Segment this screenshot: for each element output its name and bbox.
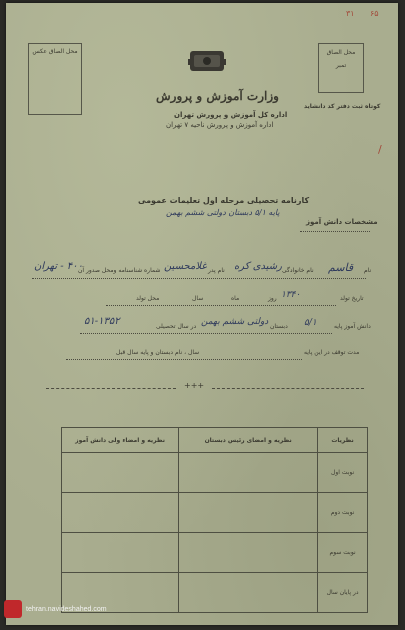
assessment-table	[61, 427, 368, 613]
margin-tick: /	[378, 143, 382, 156]
grade-value: ۵/۱	[304, 318, 317, 328]
line4-dots	[66, 358, 302, 360]
corner-number: ۳۱	[346, 9, 355, 18]
general-office: اداره کل آموزش و پرورش تهران	[174, 111, 288, 119]
principal-cell[interactable]	[179, 453, 318, 493]
line2-dots	[106, 304, 336, 306]
report-card-sheet	[6, 3, 398, 625]
name-value: قاسم	[328, 261, 354, 274]
watermark-text: tehran.navideshahed.com	[26, 606, 107, 613]
principal-cell[interactable]	[179, 493, 318, 533]
photo-box	[28, 43, 82, 115]
table-header-principal: نظریه و امضای رئیس دبستان	[179, 428, 318, 453]
grade-label: دانش آموز پایه	[334, 323, 371, 330]
district-office: اداره آموزش و پرورش ناحیه ۷ تهران	[166, 121, 274, 129]
family-label: نام خانوادگی	[282, 267, 314, 274]
table-header-row	[62, 428, 368, 453]
photo-box-label: محل الصاق عکس	[32, 48, 78, 55]
year-label: سال	[192, 295, 204, 302]
line1-dots	[32, 277, 366, 279]
corner-mark: ۶۵	[370, 9, 379, 18]
school-code: کوتاه ثبت دفتر کد دانشاید	[304, 103, 381, 110]
line3-dots	[80, 332, 332, 334]
main-title: کارنامه تحصیلی مرحله اول تعلیمات عمومی	[138, 196, 310, 205]
section-title: مشخصات دانش آموز	[306, 218, 378, 226]
row-label-first: نوبت اول	[318, 453, 368, 493]
guardian-cell[interactable]	[62, 533, 179, 573]
father-value: غلامحسین	[164, 261, 207, 272]
family-value: رشیدی کره	[234, 261, 282, 272]
stay-label: مدت توقف در این پایه	[304, 349, 360, 356]
school-label: دبستان	[270, 323, 288, 330]
watermark-logo-icon	[4, 600, 22, 618]
day-label: روز	[268, 295, 277, 302]
table-row	[62, 453, 368, 493]
id-value: ۴۰۰ - تهران	[34, 261, 83, 272]
school-year-value: ۵۱-۱۳۵۲	[84, 316, 120, 327]
school-value: دولتی ششم بهمن	[201, 317, 269, 327]
emblem-icon	[188, 47, 226, 75]
birth-value: ۱۳۴۰	[281, 290, 301, 300]
principal-cell[interactable]	[179, 573, 318, 613]
table-row	[62, 533, 368, 573]
separator-left	[46, 387, 176, 389]
birthplace-label: محل تولد	[136, 295, 160, 302]
row-label-third: نوبت سوم	[318, 533, 368, 573]
school-year-label: در سال تحصیلی	[156, 323, 197, 330]
principal-cell[interactable]	[179, 533, 318, 573]
father-label: نام پدر	[208, 267, 225, 274]
guardian-cell[interactable]	[62, 453, 179, 493]
table-row	[62, 493, 368, 533]
separator-right	[212, 387, 364, 389]
month-label: ماه	[231, 295, 240, 302]
id-label: شماره شناسنامه ومحل صدور آن	[78, 267, 161, 274]
stamp-box-label: محل الصاق	[326, 49, 356, 56]
table-header-guardian: نظریه و امضاء ولی دانش آموز	[62, 428, 179, 453]
ministry-title: وزارت آموزش و پرورش	[156, 89, 279, 103]
birth-label: تاریخ تولد	[340, 295, 364, 302]
row-label-final: در پایان سال	[318, 573, 368, 613]
section-underline	[300, 230, 370, 232]
watermark	[4, 600, 140, 622]
table-header-remarks: نظریات	[318, 428, 368, 453]
stamp-box-sub: تمبر	[335, 62, 347, 69]
guardian-cell[interactable]	[62, 493, 179, 533]
grade-line: پایه ۵/۱ دبستان دولتی ششم بهمن	[166, 208, 280, 217]
stamp-box	[318, 43, 364, 93]
stay-rest: سال ، نام دبستان و پایه سال قبل	[116, 349, 200, 356]
separator-mark: +++	[184, 381, 205, 390]
row-label-second: نوبت دوم	[318, 493, 368, 533]
name-label: نام	[364, 267, 372, 274]
